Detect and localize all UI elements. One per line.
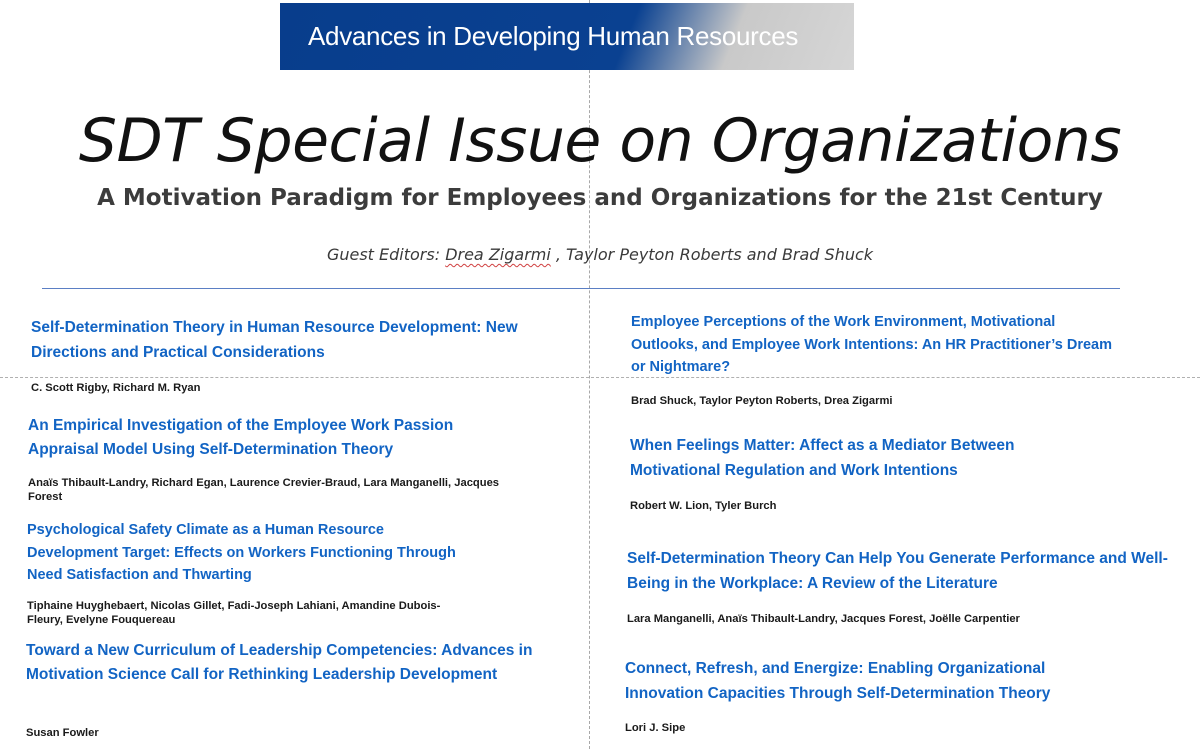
- article-authors: Anaïs Thibault-Landry, Richard Egan, Laurence Crevier-Braud, Lara Manganelli, Jacques Forest: [28, 477, 500, 503]
- journal-banner-text: Advances in Developing Human Resources: [308, 21, 799, 51]
- article-title[interactable]: Connect, Refresh, and Energize: Enabling Organizational Innovation Capacities Through Self-Determination Theory: [625, 660, 1051, 702]
- page-title: SDT Special Issue on Organizations: [78, 106, 1122, 176]
- guest-editors-prefix: Guest Editors:: [326, 245, 446, 264]
- header-divider: [42, 288, 1120, 289]
- page-subtitle: A Motivation Paradigm for Employees and Organizations for the 21st Century: [97, 185, 1103, 211]
- article-authors: Lori J. Sipe: [625, 722, 686, 734]
- article-authors: Robert W. Lion, Tyler Burch: [630, 500, 777, 512]
- article-title[interactable]: Self-Determination Theory in Human Resource Development: New Directions and Practical Considerations: [31, 319, 518, 361]
- article-title[interactable]: Psychological Safety Climate as a Human Resource Development Target: Effects on Workers Functioning Through Need Satisfaction and Thwarting: [27, 522, 456, 583]
- article-authors: C. Scott Rigby, Richard M. Ryan: [31, 382, 201, 394]
- article-title[interactable]: Self-Determination Theory Can Help You Generate Performance and Well-Being in the Workplace: A Review of the Literature: [627, 550, 1168, 592]
- guest-editors-rest: , Taylor Peyton Roberts and Brad Shuck: [550, 245, 874, 264]
- article-authors: Brad Shuck, Taylor Peyton Roberts, Drea Zigarmi: [631, 395, 893, 407]
- article-title[interactable]: When Feelings Matter: Affect as a Mediator Between Motivational Regulation and Work Intentions: [630, 437, 1015, 479]
- journal-banner: [280, 3, 854, 70]
- article-title[interactable]: Toward a New Curriculum of Leadership Competencies: Advances in Motivation Science Call for Rethinking Leadership Development: [26, 642, 533, 683]
- article-authors: Lara Manganelli, Anaïs Thibault-Landry, Jacques Forest, Joëlle Carpentier: [627, 613, 1020, 625]
- guest-editors: [0, 245, 1200, 264]
- article-authors: Susan Fowler: [26, 727, 99, 739]
- article-authors: Tiphaine Huyghebaert, Nicolas Gillet, Fadi-Joseph Lahiani, Amandine Dubois-Fleury, Evelyne Fouquereau: [27, 600, 441, 626]
- article-title[interactable]: An Empirical Investigation of the Employee Work Passion Appraisal Model Using Self-Determination Theory: [28, 417, 454, 458]
- article-title[interactable]: Employee Perceptions of the Work Environment, Motivational Outlooks, and Employee Work Intentions: An HR Practitioner’s Dream or Nightmare?: [631, 314, 1112, 375]
- guest-editor-name: Drea Zigarmi: [445, 245, 551, 264]
